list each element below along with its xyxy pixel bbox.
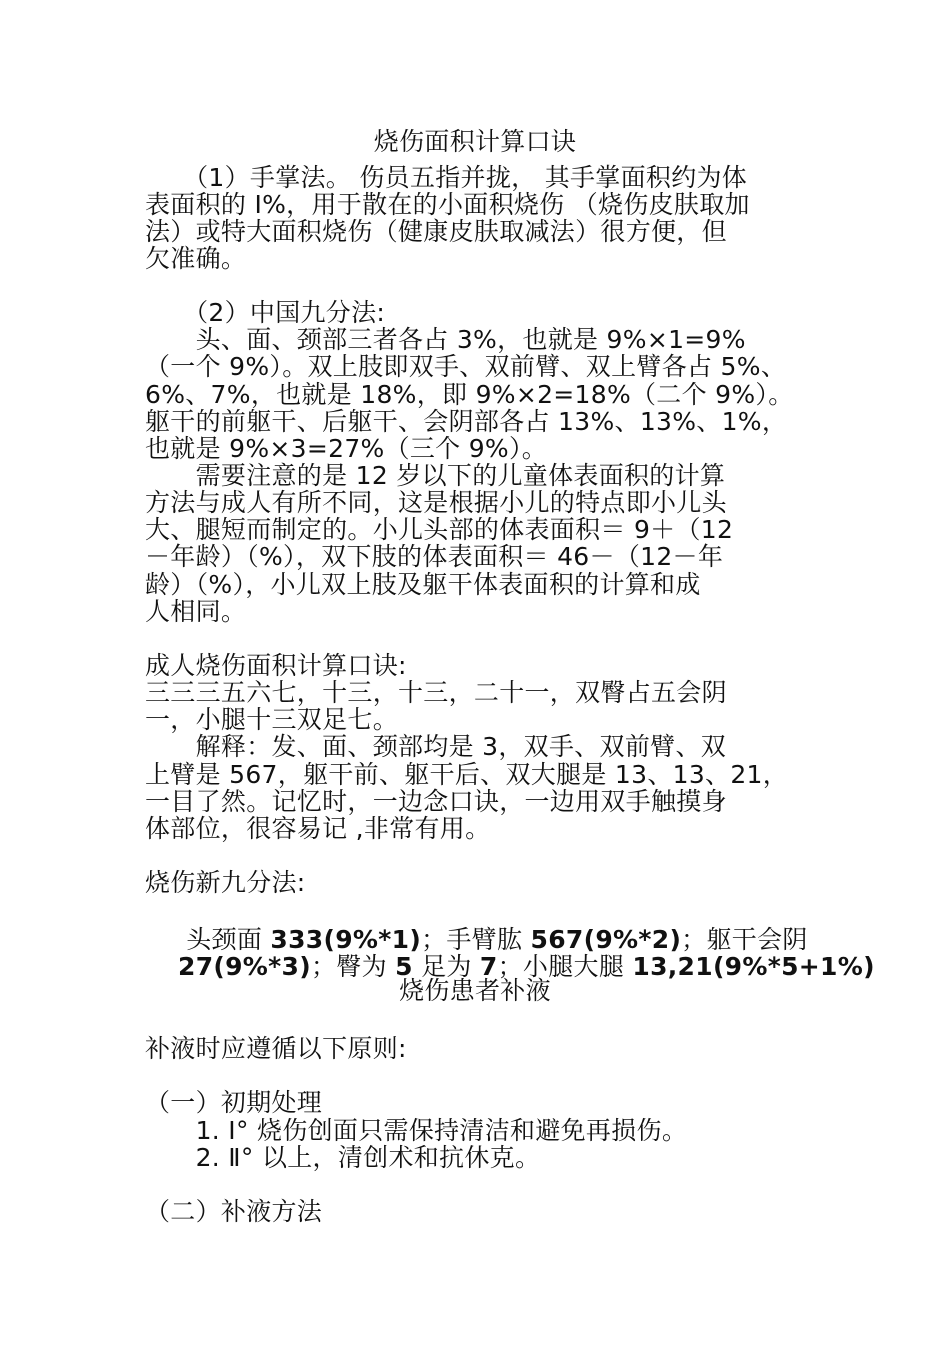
text-line: 解释：发、面、颈部均是 3，双手、双前臂、双 [145, 732, 727, 761]
text-line: 躯干的前躯干、后躯干、会阴部各占 13%、13%、1%， [145, 407, 788, 436]
text-line: 体部位，很容易记 ,非常有用。 [145, 814, 491, 843]
text-run: 头颈面 [178, 925, 271, 954]
text-line: 三三三五六七，十三，十三，二十一，双臀占五会阴 [145, 678, 727, 707]
bold-value: 333(9%*1) [270, 925, 422, 954]
bold-value: 7 [479, 952, 498, 981]
text-line: 上臂是 567，躯干前、躯干后、双大腿是 13、13、21， [145, 760, 789, 789]
list-item: 2. Ⅱ° 以上，清创术和抗休克。 [145, 1143, 541, 1172]
text-line: 人相同。 [145, 597, 247, 626]
text-line: 法）或特大面积烧伤（健康皮肤取减法）很方便，但 [145, 217, 727, 246]
text-line: 一目了然。记忆时，一边念口诀，一边用双手触摸身 [145, 787, 727, 816]
page-title: 烧伤面积计算口诀 [373, 127, 577, 156]
text-line: 头、面、颈部三者各占 3%，也就是 9%×1=9% [145, 325, 746, 354]
text-run: ；臀为 [310, 952, 396, 981]
text-line: 大、腿短而制定的。小儿头部的体表面积＝ 9＋（12 [145, 515, 734, 544]
text-line: －年龄）（%），双下肢的体表面积＝ 46－（12－年 [145, 542, 724, 571]
text-line: 一，小腿十三双足七。 [145, 705, 399, 734]
section-title: 烧伤患者补液 [399, 976, 551, 1005]
text-line: 需要注意的是 12 岁以下的儿童体表面积的计算 [145, 461, 726, 490]
text-line: 欠准确。 [145, 244, 247, 273]
text-run: ；手臂肱 [421, 925, 531, 954]
section-heading: 成人烧伤面积计算口诀: [145, 651, 407, 680]
text-line: 方法与成人有所不同，这是根据小儿的特点即小儿头 [145, 488, 727, 517]
text-line: （一个 9%）。双上肢即双手、双前臂、双上臂各占 5%、 [145, 352, 787, 381]
step-heading: （一）初期处理 [145, 1088, 323, 1117]
text-run: 足为 [412, 952, 480, 981]
text-line: 6%、7%，也就是 18%，即 9%×2=18%（二个 9%）。 [145, 380, 794, 409]
text-line: 也就是 9%×3=27%（三个 9%）。 [145, 434, 548, 463]
text-line: （1）手掌法。 伤员五指并拢， 其手掌面积约为体 [145, 163, 748, 192]
step-heading: （二）补液方法 [145, 1197, 323, 1226]
list-item: 1. Ⅰ° 烧伤创面只需保持清洁和避免再损伤。 [145, 1116, 688, 1145]
bold-value: 567(9%*2) [530, 925, 682, 954]
text-line: 表面积的 I%，用于散在的小面积烧伤 （烧伤皮肤取加 [145, 190, 750, 219]
text-line: 龄）（%），小儿双上肢及躯干体表面积的计算和成 [145, 570, 701, 599]
principle-line: 补液时应遵循以下原则: [145, 1034, 407, 1063]
text-run: ；小腿大腿 [497, 952, 633, 981]
bold-value: 27(9%*3) [178, 952, 311, 981]
text-run: ；躯干会阴 [681, 925, 808, 954]
section-heading: 烧伤新九分法: [145, 868, 306, 897]
text-line: （2）中国九分法: [145, 298, 386, 327]
bold-value: 13,21(9%*5+1%) [632, 952, 875, 981]
bold-value: 5 [395, 952, 413, 981]
